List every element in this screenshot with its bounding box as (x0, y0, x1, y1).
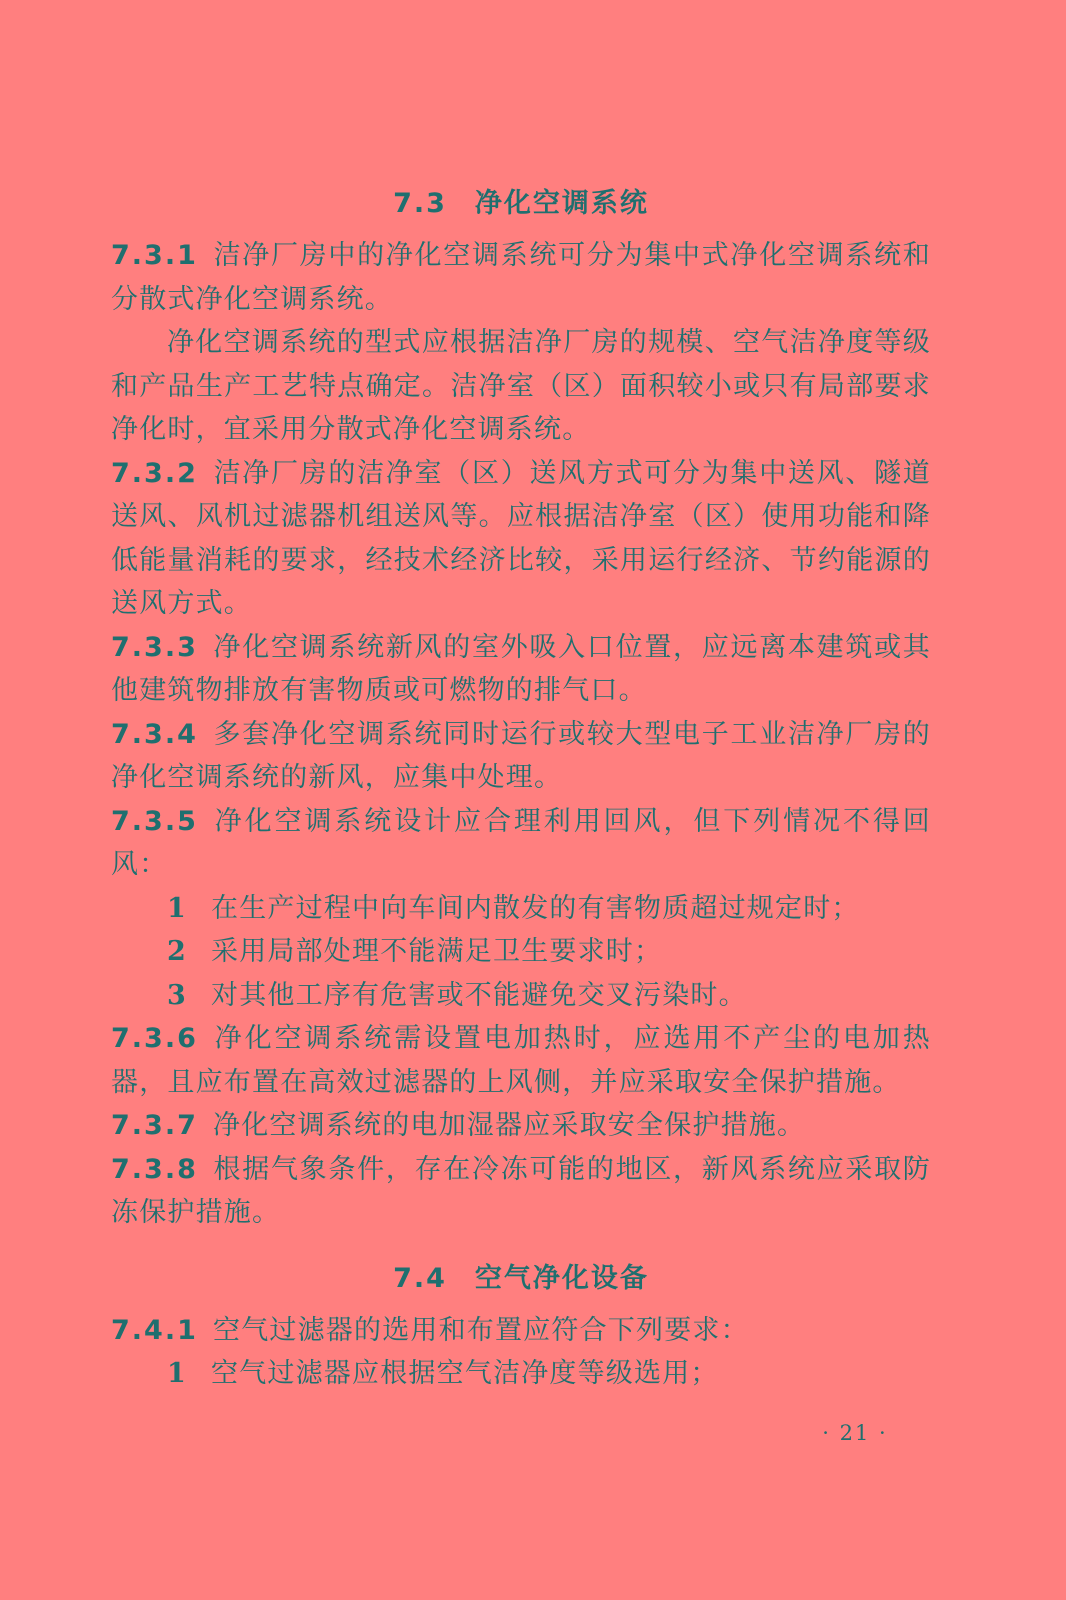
clause-7-3-1-paragraph-2: 净化空调系统的型式应根据洁净厂房的规模、空气洁净度等级和产品生产工艺特点确定。洁净室（区）面积较小或只有局部要求净化时，宜采用分散式净化空调系统。 (111, 327, 931, 445)
clause-7-4-1 (111, 1309, 931, 1353)
list-item-number: 1 (167, 892, 187, 924)
list-item-number: 3 (167, 979, 187, 1011)
clause-number: 7.3.8 (111, 1153, 198, 1185)
clause-7-3-7 (111, 1104, 931, 1148)
clause-7-3-1 (111, 234, 931, 321)
clause-text: 净化空调系统新风的室外吸入口位置，应远离本建筑或其他建筑物排放有害物质或可燃物的排气口。 (111, 631, 931, 706)
clause-text: 净化空调系统的电加湿器应采取安全保护措施。 (213, 1110, 806, 1141)
clause-text: 净化空调系统设计应合理利用回风，但下列情况不得回风： (111, 805, 931, 880)
clause-7-3-2 (111, 452, 931, 626)
list-item-number: 1 (167, 1358, 187, 1389)
clause-number: 7.3.3 (111, 631, 198, 663)
list-item-text: 空气过滤器应根据空气洁净度等级选用； (211, 1358, 719, 1389)
list-item-number: 2 (167, 936, 187, 967)
clause-text: 空气过滤器的选用和布置应符合下列要求： (213, 1314, 749, 1346)
page-content (111, 182, 931, 1396)
list-item (111, 887, 931, 931)
clause-text: 洁净厂房中的净化空调系统可分为集中式净化空调系统和分散式净化空调系统。 (111, 240, 931, 315)
list-item-text: 在生产过程中向车间内散发的有害物质超过规定时； (211, 892, 860, 924)
clause-number: 7.3.5 (111, 805, 198, 837)
clause-text: 多套净化空调系统同时运行或较大型电子工业洁净厂房的净化空调系统的新风，应集中处理。 (111, 718, 931, 793)
clause-7-3-6 (111, 1017, 931, 1104)
section-title-text: 空气净化设备 (474, 1262, 649, 1294)
page-number: · 21 · (822, 1421, 888, 1445)
clause-number: 7.3.4 (111, 718, 198, 750)
section-heading-7-4 (111, 1257, 931, 1301)
clause-7-3-8 (111, 1148, 931, 1235)
clause-number: 7.3.6 (111, 1023, 198, 1054)
clause-text: 根据气象条件，存在冷冻可能的地区，新风系统应采取防冻保护措施。 (111, 1153, 931, 1228)
list-item (111, 974, 931, 1018)
section-heading-7-3 (111, 182, 931, 226)
clause-text: 净化空调系统需设置电加热时，应选用不产尘的电加热器，且应布置在高效过滤器的上风侧，并应采取安全保护措施。 (111, 1023, 931, 1098)
section-number: 7.3 (393, 188, 447, 219)
clause-number: 7.4.1 (111, 1314, 198, 1346)
clause-7-3-5 (111, 800, 931, 887)
list-item-text: 对其他工序有危害或不能避免交叉污染时。 (211, 979, 747, 1011)
list-item-text: 采用局部处理不能满足卫生要求时； (211, 936, 663, 967)
clause-number: 7.3.7 (111, 1110, 198, 1141)
clause-number: 7.3.1 (111, 240, 198, 271)
clause-7-3-4 (111, 713, 931, 800)
section-number: 7.4 (393, 1262, 447, 1294)
clause-text: 洁净厂房的洁净室（区）送风方式可分为集中送风、隧道送风、风机过滤器机组送风等。应根据洁净室（区）使用功能和降低能量消耗的要求，经技术经济比较，采用运行经济、节约能源的送风方式。 (111, 457, 931, 619)
list-item (111, 1352, 931, 1396)
section-title-text: 净化空调系统 (474, 188, 649, 219)
list-item (111, 930, 931, 974)
clause-7-3-3 (111, 626, 931, 713)
clause-number: 7.3.2 (111, 457, 198, 489)
